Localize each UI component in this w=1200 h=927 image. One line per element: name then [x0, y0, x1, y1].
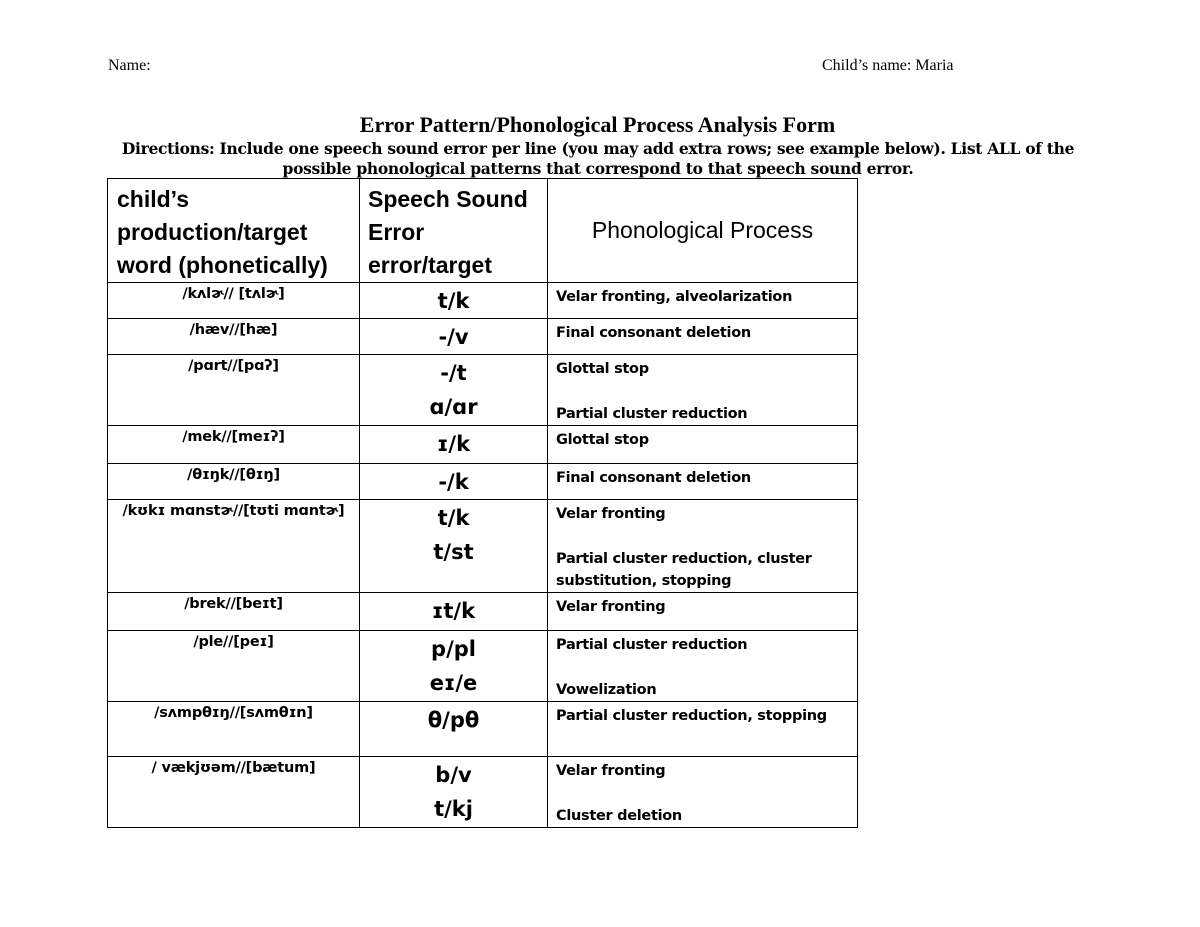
- form-title: Error Pattern/Phonological Process Analysis Form: [359, 112, 836, 137]
- error-value: t/st: [433, 540, 474, 564]
- child-name-label: Child’s name: Maria: [822, 57, 954, 74]
- process-value: Partial cluster reduction, cluster substitution, stopping: [556, 551, 812, 589]
- error-cell: [360, 464, 548, 500]
- error-cell: [360, 702, 548, 757]
- process-value: Velar fronting, alveolarization: [556, 289, 793, 305]
- process-value: Velar fronting: [556, 599, 666, 615]
- table-row: [108, 631, 858, 702]
- error-cell: [360, 757, 548, 828]
- table-row: [108, 319, 858, 355]
- error-value: ɪt/k: [431, 599, 476, 623]
- process-value: Velar fronting: [556, 763, 666, 779]
- process-cell: [548, 631, 858, 702]
- process-value: Glottal stop: [556, 361, 649, 377]
- production-cell: /kʊkɪ mɑnstɚ//[tʊti mɑntɚ]: [108, 500, 360, 593]
- table-row: [108, 500, 858, 593]
- error-value: p/pl: [431, 637, 476, 661]
- error-cell: [360, 426, 548, 464]
- error-cell: [360, 355, 548, 426]
- error-value: t/kj: [434, 797, 473, 821]
- header-error-line: Error: [368, 219, 425, 245]
- header-production-line: child’s: [117, 186, 189, 212]
- process-cell: [548, 283, 858, 319]
- error-cell: [360, 631, 548, 702]
- error-value: θ/pθ: [427, 708, 480, 732]
- error-value: t/k: [437, 289, 470, 313]
- analysis-table: [107, 178, 858, 828]
- table-row: [108, 757, 858, 828]
- process-cell: [548, 355, 858, 426]
- production-cell: /hæv//[hæ]: [108, 319, 360, 355]
- production-cell: /kʌlɚ// [tʌlɚ]: [108, 283, 360, 319]
- process-cell: [548, 426, 858, 464]
- process-value: Partial cluster reduction: [556, 637, 748, 653]
- error-cell: [360, 593, 548, 631]
- table-header-row: [108, 179, 858, 283]
- process-value: Partial cluster reduction: [556, 406, 748, 422]
- process-cell: [548, 757, 858, 828]
- production-cell: /ple//[peɪ]: [108, 631, 360, 702]
- production-cell: /mek//[meɪʔ]: [108, 426, 360, 464]
- table-row: [108, 464, 858, 500]
- process-cell: [548, 702, 858, 757]
- process-value: Final consonant deletion: [556, 325, 751, 341]
- production-cell: /sʌmpθɪŋ//[sʌmθɪn]: [108, 702, 360, 757]
- header-production-line: production/target: [117, 219, 308, 245]
- header-error-line: error/target: [368, 252, 492, 278]
- header-error-line: Speech Sound: [368, 186, 528, 212]
- process-cell: [548, 593, 858, 631]
- production-cell: /θɪŋk//[θɪŋ]: [108, 464, 360, 500]
- header-process: Phonological Process: [548, 179, 858, 283]
- table-row: [108, 355, 858, 426]
- header-production-line: word (phonetically): [117, 252, 328, 278]
- process-value: Vowelization: [556, 682, 657, 698]
- error-value: eɪ/e: [429, 671, 478, 695]
- error-value: -/k: [438, 470, 469, 494]
- process-value: Cluster deletion: [556, 808, 682, 824]
- error-value: -/t: [440, 361, 467, 385]
- error-value: ɑ/ɑr: [429, 395, 478, 419]
- directions-text: Directions: Include one speech sound error per line (you may add extra rows; see example below). List ALL of the possible phonological patterns that correspond to that speech sound error.: [121, 139, 1075, 178]
- error-value: b/v: [435, 763, 472, 787]
- error-cell: [360, 319, 548, 355]
- process-cell: [548, 464, 858, 500]
- process-value: Glottal stop: [556, 432, 649, 448]
- error-value: ɪ/k: [436, 432, 471, 456]
- error-value: t/k: [437, 506, 470, 530]
- production-cell: /pɑrt//[pɑʔ]: [108, 355, 360, 426]
- error-value: -/v: [438, 325, 469, 349]
- header-production: [108, 179, 360, 283]
- production-cell: / vækjʊəm//[bætum]: [108, 757, 360, 828]
- error-cell: [360, 500, 548, 593]
- process-value: Velar fronting: [556, 506, 666, 522]
- table-row: [108, 426, 858, 464]
- header-error: [360, 179, 548, 283]
- error-cell: [360, 283, 548, 319]
- process-cell: [548, 319, 858, 355]
- name-label: Name:: [108, 57, 151, 74]
- process-value: Final consonant deletion: [556, 470, 751, 486]
- table-row: [108, 593, 858, 631]
- process-value: Partial cluster reduction, stopping: [556, 708, 827, 724]
- process-cell: [548, 500, 858, 593]
- table-row: [108, 283, 858, 319]
- table-row: [108, 702, 858, 757]
- production-cell: /brek//[beɪt]: [108, 593, 360, 631]
